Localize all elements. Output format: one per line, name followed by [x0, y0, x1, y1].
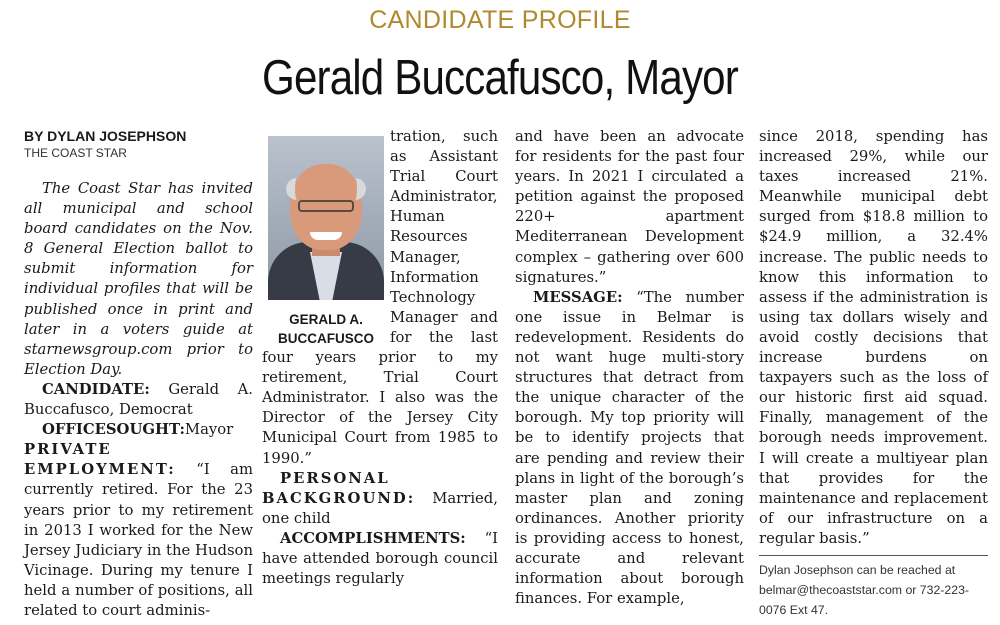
message-label: MESSAGE: — [533, 288, 623, 306]
byline-author: BY DYLAN JOSEPHSON — [24, 128, 187, 144]
accomplishments-text-1: “I have attended borough council meetings regularly — [262, 529, 498, 588]
employment-label: PRIVATE EMPLOYMENT: — [24, 441, 176, 479]
photo-caption: GERALD A. BUCCAFUSCO — [278, 312, 374, 346]
background-value: Married, one child — [262, 489, 498, 527]
intro-paragraph: The Coast Star has invited all municipal and school board candidates on the Nov. 8 General Election ballot to submit information for individual profiles that will be published once in print and later in a voters guide at starnewsgroup.com prior to Election Day. — [24, 180, 253, 378]
background-label: PERSONAL BACKGROUND: — [262, 469, 416, 507]
accomplishments-paragraph — [262, 529, 498, 589]
background-paragraph — [262, 469, 498, 529]
article-column-4 — [759, 127, 988, 549]
office-label: OFFICESOUGHT: — [42, 421, 185, 439]
article-column-2 — [262, 127, 498, 589]
candidate-label: CANDIDATE: — [42, 380, 150, 398]
byline-publication: THE COAST STAR — [24, 146, 127, 160]
article-column-1 — [24, 127, 253, 621]
section-label: CANDIDATE PROFILE — [369, 6, 631, 34]
article-column-3 — [515, 127, 744, 609]
accomplishments-continued: and have been an advocate for residents for the past four years. In 2021 I circulated a petition against the proposed 220+ apartment Mediterranean Development complex – gathering over 600 signatures.” — [515, 128, 744, 286]
message-text-1: “The number one issue in Belmar is redevelopment. Residents do not want huge multi-story structures that detract from the unique character of the borough. My top priority will be to identify projects that are pending and review their plans in light of the borough’s master plan and zoning ordinances. Another priority is providing access to honest, accurate and relevant information about borough finances. For example, — [515, 288, 744, 608]
office-paragraph — [24, 420, 253, 440]
candidate-paragraph — [24, 380, 253, 420]
candidate-photo — [268, 136, 384, 300]
employment-text-1: “I am currently retired. For the 23 years prior to my retirement in 2013 I worked for the New Jersey Judiciary in the Hudson Vicinage. During my tenure I held a number of positions, all related to court adminis- — [24, 461, 253, 619]
employment-continued: tration, such as Assistant Trial Court Administrator, Human Resources Manager, Information Technology Manager and for the last four years prior to my retirement, Trial Court Administrator. I also was the Director of the Jersey City Municipal Court from 1985 to 1990.” — [262, 128, 498, 467]
candidate-value: Gerald A. Buccafusco, Democrat — [24, 380, 253, 419]
employment-paragraph — [24, 440, 253, 621]
candidate-photo-block — [262, 127, 384, 348]
reporter-contact: Dylan Josephson can be reached at belmar@thecoaststar.com or 732-223-0076 Ext 47. — [759, 555, 988, 620]
message-continued: since 2018, spending has increased 29%, while our taxes increased 21%. Meanwhile municipal debt surged from $18.8 million to $24.9 million, a 32.4% increase. The public needs to know this information to assess if the administration is using tax dollars wisely and avoid costly decisions that increase burdens on taxpayers such as the loss of our historic first aid squad. Finally, management of the borough needs improvement. I will create a multiyear plan that provides for the maintenance and replacement of our infrastructure on a regular basis.” — [759, 128, 988, 547]
headline: Gerald Buccafusco, Mayor — [262, 51, 738, 105]
office-value: Mayor — [184, 421, 234, 439]
accomplishments-label: ACCOMPLISHMENTS: — [280, 529, 466, 547]
message-paragraph — [515, 288, 744, 610]
